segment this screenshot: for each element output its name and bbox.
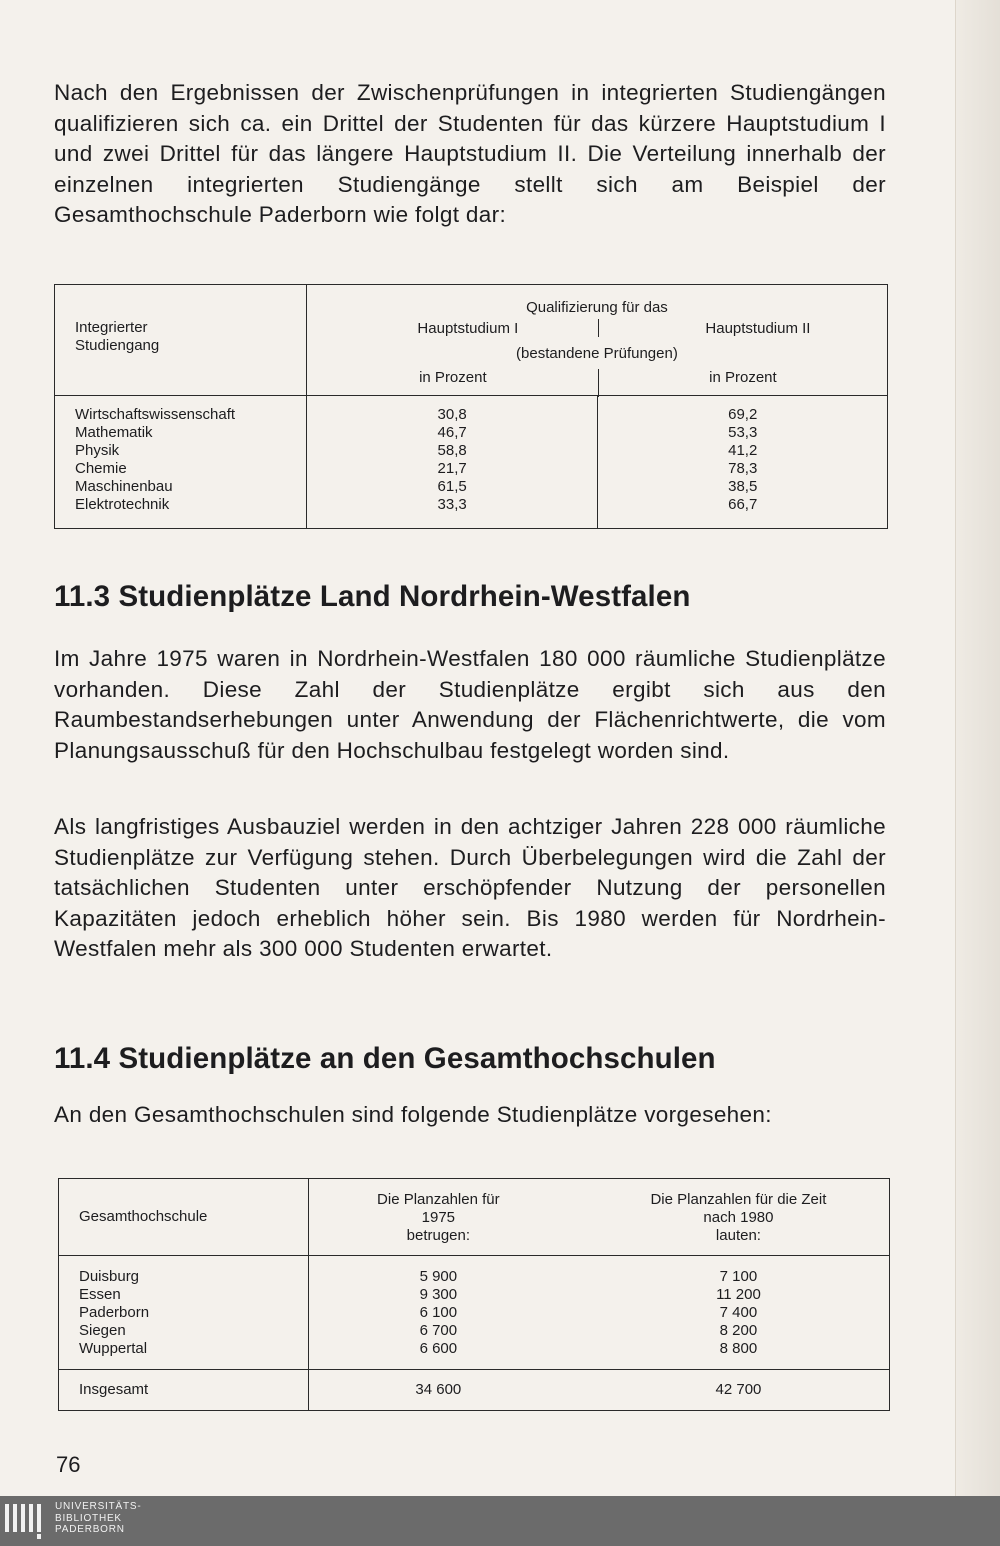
school-name: Siegen <box>79 1322 126 1339</box>
page-spine-shadow <box>955 0 1000 1496</box>
header-qualifizierung: Qualifizierung für das <box>526 299 668 316</box>
intro-paragraph: Nach den Ergebnissen der Zwischenprüfungen in integrierten Studiengängen qualifizieren sich ca. ein Drittel der Studenten für das kürzere Hauptstudium I und zwei Drittel für das längere Hauptstudium II. Die Verteilung innerhalb der einzelnen integrierten Studiengänge stellt sich am Beispiel der Gesamthochschule Paderborn wie folgt dar: <box>54 80 886 227</box>
header-gesamthochschule-text: Gesamthochschule <box>79 1208 208 1225</box>
value-h1: 21,7 <box>437 460 467 477</box>
studienplaetze-table <box>58 1178 890 1411</box>
page-number: 76 <box>56 1452 81 1477</box>
row-name: Mathematik <box>75 424 153 441</box>
total-1980: 42 700 <box>715 1381 762 1398</box>
studienplaetze-body <box>59 1256 890 1370</box>
header-hauptstudium-2: Hauptstudium II <box>705 320 811 337</box>
header-1975-line1: Die Planzahlen für <box>377 1191 500 1208</box>
body-names <box>55 396 307 529</box>
value-h2: 66,7 <box>728 496 758 513</box>
body-h1 <box>306 396 598 529</box>
value-1975: 9 300 <box>419 1286 458 1303</box>
value-h2: 78,3 <box>728 460 758 477</box>
header-1975-line3: betrugen: <box>406 1227 471 1244</box>
value-1975: 6 600 <box>419 1340 458 1357</box>
body-schools <box>59 1256 309 1370</box>
studienplaetze-header <box>59 1179 890 1256</box>
section-11-4-paragraph: An den Gesamthochschulen sind folgende Studienplätze vorgesehen: <box>54 1102 772 1127</box>
section-11-3-title: 11.3 Studienplätze Land Nordrhein-Westfalen <box>54 580 691 613</box>
studienplaetze-total <box>59 1370 890 1411</box>
value-1980: 8 800 <box>719 1340 758 1357</box>
qualification-table-body <box>55 396 888 529</box>
value-1980: 7 100 <box>719 1268 758 1285</box>
section-11-4-title: 11.4 Studienplätze an den Gesamthochschulen <box>54 1042 716 1075</box>
qualification-table-header <box>55 285 888 396</box>
library-logo-icon <box>4 1502 44 1540</box>
total-label: Insgesamt <box>79 1381 149 1398</box>
value-1975: 5 900 <box>419 1268 458 1285</box>
value-h2: 53,3 <box>728 424 758 441</box>
header-cell-qualifizierung <box>306 285 887 396</box>
value-1975: 6 100 <box>419 1304 458 1321</box>
header-1980-line1: Die Planzahlen für die Zeit <box>650 1191 827 1208</box>
value-h2: 38,5 <box>728 478 758 495</box>
header-divider-upper <box>598 319 600 337</box>
row-name: Wirtschaftswissenschaft <box>75 406 236 423</box>
library-name-line1: UNIVERSITÄTS- <box>55 1501 142 1512</box>
value-1980: 7 400 <box>719 1304 758 1321</box>
qualification-table <box>54 284 888 529</box>
total-1980-cell <box>598 1370 890 1411</box>
value-1980: 11 200 <box>716 1286 761 1303</box>
body-h2 <box>598 396 888 529</box>
total-1975-cell <box>308 1370 598 1411</box>
library-name-line3: PADERBORN <box>55 1524 125 1535</box>
header-gesamthochschule <box>59 1179 309 1256</box>
library-name <box>55 1501 142 1536</box>
header-1980 <box>598 1179 890 1256</box>
value-h1: 46,7 <box>437 424 467 441</box>
header-cell-studiengang <box>55 285 307 396</box>
school-name: Paderborn <box>79 1304 150 1321</box>
row-name: Chemie <box>75 460 127 477</box>
body-1975 <box>308 1256 598 1370</box>
row-name: Elektrotechnik <box>75 496 170 513</box>
school-name: Essen <box>79 1286 121 1303</box>
total-label-cell <box>59 1370 309 1411</box>
section-11-3-paragraph-2: Als langfristiges Ausbauziel werden in den achtziger Jahren 228 000 räumliche Studienplätze zur Verfügung stehen. Durch Überbelegungen wird die Zahl der tatsächlichen Studenten unter erschöpfender Nutzung der personellen Kapazitäten jedoch erheblich höher sein. Bis 1980 werden für Nordrhein-Westfalen mehr als 300 000 Studenten erwartet. <box>54 814 886 961</box>
row-name: Physik <box>75 442 120 459</box>
header-hauptstudium-1: Hauptstudium I <box>417 320 519 337</box>
header-1980-line3: lauten: <box>715 1227 761 1244</box>
header-studiengang: Studiengang <box>75 337 160 354</box>
unit-col2: in Prozent <box>419 369 487 386</box>
school-name: Wuppertal <box>79 1340 148 1357</box>
library-footer-bar <box>0 1496 1000 1546</box>
header-1975-line2: 1975 <box>421 1209 456 1226</box>
value-h2: 41,2 <box>728 442 758 459</box>
total-1975: 34 600 <box>415 1381 462 1398</box>
school-name: Duisburg <box>79 1268 140 1285</box>
body-1980 <box>598 1256 890 1370</box>
header-1980-line2: nach 1980 <box>703 1209 774 1226</box>
library-name-line2: BIBLIOTHEK <box>55 1512 122 1524</box>
row-name: Maschinenbau <box>75 478 173 495</box>
section-11-3-paragraph-1: Im Jahre 1975 waren in Nordrhein-Westfalen 180 000 räumliche Studienplätze vorhanden. Diese Zahl der Studienplätze ergibt sich aus den Raumbestandserhebungen unter Anwendung der Flächenrichtwerte, die vom Planungsausschuß für den Hochschulbau festgelegt worden sind. <box>54 646 886 763</box>
value-h2: 69,2 <box>728 406 758 423</box>
value-1980: 8 200 <box>719 1322 758 1339</box>
value-h1: 61,5 <box>437 478 467 495</box>
value-h1: 33,3 <box>437 496 467 513</box>
value-h1: 58,8 <box>437 442 467 459</box>
header-1975 <box>308 1179 598 1256</box>
header-integrierter: Integrierter <box>75 319 148 336</box>
unit-col3: in Prozent <box>709 369 777 386</box>
header-bestandene-pruefungen: (bestandene Prüfungen) <box>516 345 678 362</box>
value-1975: 6 700 <box>419 1322 458 1339</box>
value-h1: 30,8 <box>437 406 467 423</box>
